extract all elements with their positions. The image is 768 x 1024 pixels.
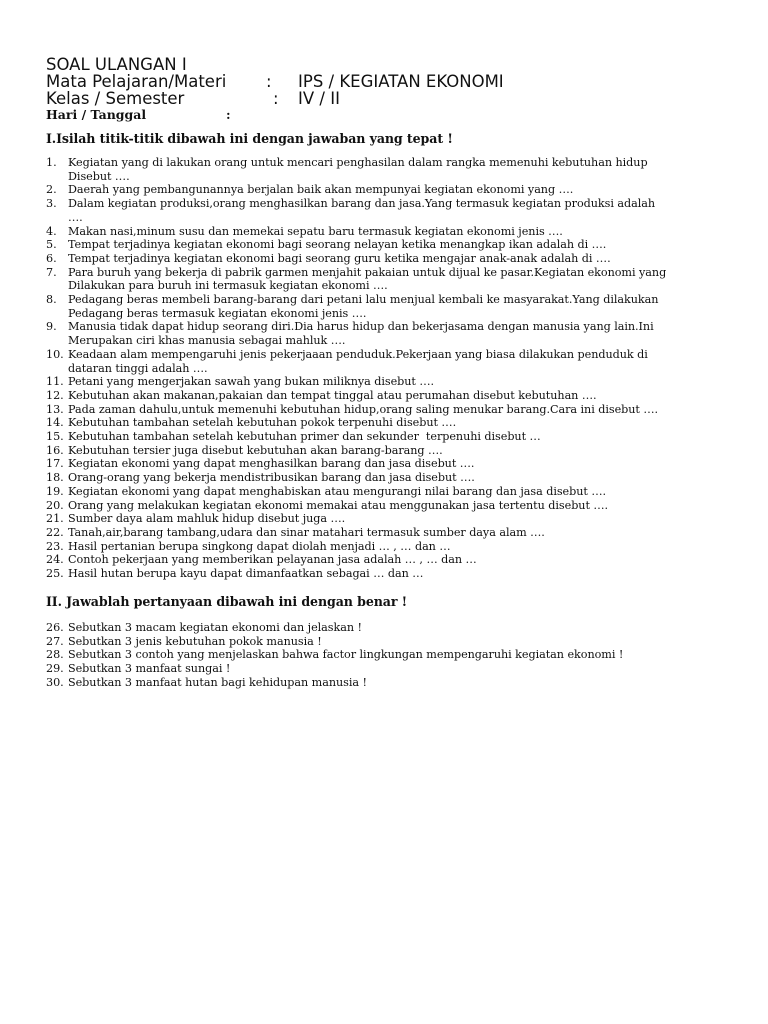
question-text-line: Kebutuhan tambahan setelah kebutuhan pokok terpenuhi disebut …. xyxy=(68,416,457,430)
question-number: 10. xyxy=(46,347,64,361)
question-number: 14. xyxy=(46,416,64,430)
question-item xyxy=(46,430,726,444)
question-item xyxy=(46,526,726,540)
date-row xyxy=(46,107,726,124)
question-number: 28. xyxy=(46,648,64,662)
question-text-line: Pedagang beras termasuk kegiatan ekonomi jenis …. xyxy=(68,306,367,320)
question-text-line: Kegiatan ekonomi yang dapat menghasilkan barang dan jasa disebut …. xyxy=(68,457,475,471)
class-label: Kelas / Semester xyxy=(46,89,185,108)
question-number: 19. xyxy=(46,484,64,498)
date-label: Hari / Tanggal xyxy=(46,107,147,122)
question-item xyxy=(46,156,726,183)
question-number: 2. xyxy=(46,183,57,197)
question-number: 6. xyxy=(46,251,57,265)
question-item xyxy=(46,293,726,320)
question-number: 27. xyxy=(46,634,64,648)
question-text-line: Hasil pertanian berupa singkong dapat diolah menjadi … , … dan … xyxy=(68,539,451,553)
question-text-line: Kegiatan yang di lakukan orang untuk mencari penghasilan dalam rangka memenuhi kebutuhan hidup xyxy=(68,156,648,169)
question-text-line: Makan nasi,minum susu dan memekai sepatu baru termasuk kegiatan ekonomi jenis …. xyxy=(68,224,563,238)
subject-label: Mata Pelajaran/Materi xyxy=(46,72,227,91)
question-item xyxy=(46,183,726,197)
question-text-line: Orang-orang yang bekerja mendistribusikan barang dan jasa disebut …. xyxy=(68,471,475,485)
question-number: 22. xyxy=(46,525,64,539)
section-1-title: I.Isilah titik-titik dibawah ini dengan jawaban yang tepat ! xyxy=(46,131,453,146)
exam-sheet xyxy=(46,56,726,689)
question-text-line: Kebutuhan tambahan setelah kebutuhan primer dan sekunder terpenuhi disebut … xyxy=(68,430,541,444)
question-number: 26. xyxy=(46,620,64,634)
question-item xyxy=(46,457,726,471)
question-item xyxy=(46,485,726,499)
question-number: 9. xyxy=(46,320,57,334)
question-text-line: Keadaan alam mempengaruhi jenis pekerjaaan penduduk.Pekerjaan yang biasa dilakukan penduduk di xyxy=(68,347,648,361)
date-colon: : xyxy=(226,107,231,122)
question-text-line: Tempat terjadinya kegiatan ekonomi bagi seorang guru ketika mengajar anak-anak adalah di …. xyxy=(68,251,611,265)
question-item xyxy=(46,444,726,458)
exam-title-row xyxy=(46,56,726,73)
question-number: 15. xyxy=(46,430,64,444)
question-number: 5. xyxy=(46,238,57,252)
question-text-line: Sumber daya alam mahluk hidup disebut juga …. xyxy=(68,512,346,526)
question-text-line: Manusia tidak dapat hidup seorang diri.Dia harus hidup dan bekerjasama dengan manusia yang lain.Ini xyxy=(68,320,654,334)
question-item xyxy=(46,238,726,252)
question-text-line: Orang yang melakukan kegiatan ekonomi memakai atau menggunakan jasa tertentu disebut …. xyxy=(68,498,609,512)
question-text-line: Merupakan ciri khas manusia sebagai mahluk …. xyxy=(68,334,346,348)
question-number: 7. xyxy=(46,265,57,279)
subject-colon: : xyxy=(266,72,272,91)
question-number: 11. xyxy=(46,375,64,389)
question-text-line: Sebutkan 3 manfaat sungai ! xyxy=(68,661,231,675)
question-number: 29. xyxy=(46,661,64,675)
question-text-line: Hasil hutan berupa kayu dapat dimanfaatkan sebagai … dan … xyxy=(68,567,424,581)
subject-value: IPS / KEGIATAN EKONOMI xyxy=(298,72,504,91)
question-item xyxy=(46,266,726,293)
question-number: 16. xyxy=(46,443,64,457)
question-number: 30. xyxy=(46,675,64,689)
question-text-line: Kebutuhan akan makanan,pakaian dan tempat tinggal atau perumahan disebut kebutuhan …. xyxy=(68,388,597,402)
section-2-title: II. Jawablah pertanyaan dibawah ini dengan benar ! xyxy=(46,593,408,609)
question-number: 4. xyxy=(46,224,57,238)
question-text-line: Contoh pekerjaan yang memberikan pelayanan jasa adalah … , … dan … xyxy=(68,553,477,567)
question-text-line: Sebutkan 3 contoh yang menjelaskan bahwa factor lingkungan mempengaruhi kegiatan ekonomi ! xyxy=(68,648,624,662)
question-number: 1. xyxy=(46,156,57,169)
question-text-line: Kegiatan ekonomi yang dapat menghabiskan atau mengurangi nilai barang dan jasa disebut …. xyxy=(68,484,606,498)
question-text-line: Kebutuhan tersier juga disebut kebutuhan akan barang-barang …. xyxy=(68,443,443,457)
class-value: IV / II xyxy=(298,89,340,108)
question-number: 20. xyxy=(46,498,64,512)
question-text-line: Pada zaman dahulu,untuk memenuhi kebutuhan hidup,orang saling menukar barang.Cara ini disebut …. xyxy=(68,402,659,416)
question-number: 24. xyxy=(46,553,64,567)
question-number: 17. xyxy=(46,457,64,471)
question-item xyxy=(46,403,726,417)
question-number: 21. xyxy=(46,512,64,526)
question-item xyxy=(46,348,726,375)
question-item xyxy=(46,416,726,430)
question-item xyxy=(46,252,726,266)
question-text-line: Pedagang beras membeli barang-barang dari petani lalu menjual kembali ke masyarakat.Yang dilakukan xyxy=(68,293,659,307)
question-item xyxy=(46,225,726,239)
class-colon: : xyxy=(273,89,279,108)
question-number: 12. xyxy=(46,388,64,402)
question-text-line: Sebutkan 3 jenis kebutuhan pokok manusia ! xyxy=(68,634,322,648)
question-number: 13. xyxy=(46,402,64,416)
question-text-line: Sebutkan 3 macam kegiatan ekonomi dan jelaskan ! xyxy=(68,620,362,634)
question-item xyxy=(46,320,726,347)
question-text-line: …. xyxy=(68,210,83,224)
section-2-list xyxy=(46,621,726,690)
question-number: 23. xyxy=(46,539,64,553)
class-row xyxy=(46,90,726,107)
question-item xyxy=(46,553,726,567)
question-number: 8. xyxy=(46,293,57,307)
question-item xyxy=(46,375,726,389)
question-item xyxy=(46,197,726,224)
question-text-line: Para buruh yang bekerja di pabrik garmen menjahit pakaian untuk dijual ke pasar.Kegiatan ekonomi yang xyxy=(68,265,667,279)
question-text-line: Disebut …. xyxy=(68,169,130,183)
question-text-line: Daerah yang pembangunannya berjalan baik akan mempunyai kegiatan ekonomi yang …. xyxy=(68,183,574,197)
question-text-line: Sebutkan 3 manfaat hutan bagi kehidupan manusia ! xyxy=(68,675,367,689)
question-item xyxy=(46,567,726,581)
question-item xyxy=(46,635,726,649)
question-number: 25. xyxy=(46,567,64,581)
question-item xyxy=(46,512,726,526)
question-text-line: Petani yang mengerjakan sawah yang bukan miliknya disebut …. xyxy=(68,375,435,389)
question-text-line: Dalam kegiatan produksi,orang menghasilkan barang dan jasa.Yang termasuk kegiatan produksi adalah xyxy=(68,197,656,211)
question-text-line: Dilakukan para buruh ini termasuk kegiatan ekonomi …. xyxy=(68,279,388,293)
question-number: 3. xyxy=(46,197,57,211)
question-text-line: Tempat terjadinya kegiatan ekonomi bagi seorang nelayan ketika menangkap ikan adalah di …. xyxy=(68,238,607,252)
question-text-line: Tanah,air,barang tambang,udara dan sinar matahari termasuk sumber daya alam …. xyxy=(68,525,545,539)
question-item xyxy=(46,471,726,485)
question-item xyxy=(46,540,726,554)
exam-title: SOAL ULANGAN I xyxy=(46,55,187,74)
question-text-line: dataran tinggi adalah …. xyxy=(68,361,208,375)
question-item xyxy=(46,621,726,635)
question-item xyxy=(46,499,726,513)
question-item xyxy=(46,648,726,662)
section-1-list xyxy=(46,156,726,581)
subject-row xyxy=(46,73,726,90)
question-item xyxy=(46,676,726,690)
question-number: 18. xyxy=(46,471,64,485)
question-item xyxy=(46,389,726,403)
question-item xyxy=(46,662,726,676)
